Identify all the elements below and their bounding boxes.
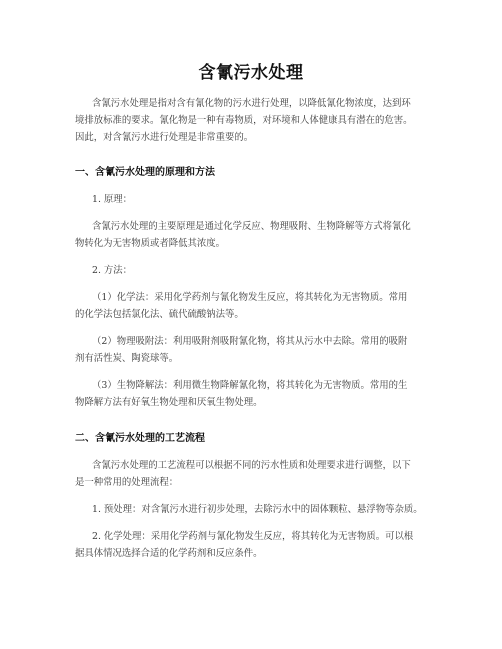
method-3-line-1: （3）生物降解法：利用微生物降解氰化物，将其转化为无害物质。常用的生 — [92, 380, 408, 391]
step-2-line-2: 据具体情况选择合适的化学药剂和反应条件。 — [75, 548, 263, 559]
step-1: 1. 预处理：对含氰污水进行初步处理，去除污水中的固体颗粒、悬浮物等杂质。 — [92, 504, 423, 515]
principle-label: 1. 原理： — [92, 194, 133, 205]
method-label: 2. 方法： — [92, 265, 133, 276]
section-2-heading: 二、含氰污水处理的工艺流程 — [75, 433, 205, 444]
principle-line-2: 物转化为无害物质或者降低其浓度。 — [75, 238, 226, 249]
method-3-line-2: 物降解方法有好氧生物处理和厌氧生物处理。 — [75, 397, 263, 408]
intro-line-1: 含氰污水处理是指对含有氰化物的污水进行处理，以降低氰化物浓度，达到环 — [92, 98, 411, 109]
intro-line-3: 因此，对含氰污水进行处理是非常重要的。 — [75, 132, 254, 143]
method-2-line-1: （2）物理吸附法：利用吸附剂吸附氰化物，将其从污水中去除。常用的吸附 — [92, 336, 408, 347]
method-2-line-2: 剂有活性炭、陶瓷球等。 — [75, 353, 179, 364]
section-1-heading: 一、含氰污水处理的原理和方法 — [75, 167, 215, 178]
method-1-line-2: 的化学法包括氯化法、硫代硫酸钠法等。 — [75, 309, 244, 320]
process-intro-line-2: 是一种常用的处理流程： — [75, 477, 179, 488]
step-2-line-1: 2. 化学处理：采用化学药剂与氰化物发生反应，将其转化为无害物质。可以根 — [92, 531, 414, 542]
method-1-line-1: （1）化学法：采用化学药剂与氰化物发生反应，将其转化为无害物质。常用 — [92, 292, 408, 303]
page-title: 含氰污水处理 — [198, 63, 304, 83]
intro-line-2: 境排放标准的要求。氰化物是一种有毒物质，对环境和人体健康具有潜在的危害。 — [75, 115, 413, 126]
principle-line-1: 含氰污水处理的主要原理是通过化学反应、物理吸附、生物降解等方式将氰化 — [92, 221, 411, 232]
process-intro-line-1: 含氰污水处理的工艺流程可以根据不同的污水性质和处理要求进行调整，以下 — [92, 460, 411, 471]
